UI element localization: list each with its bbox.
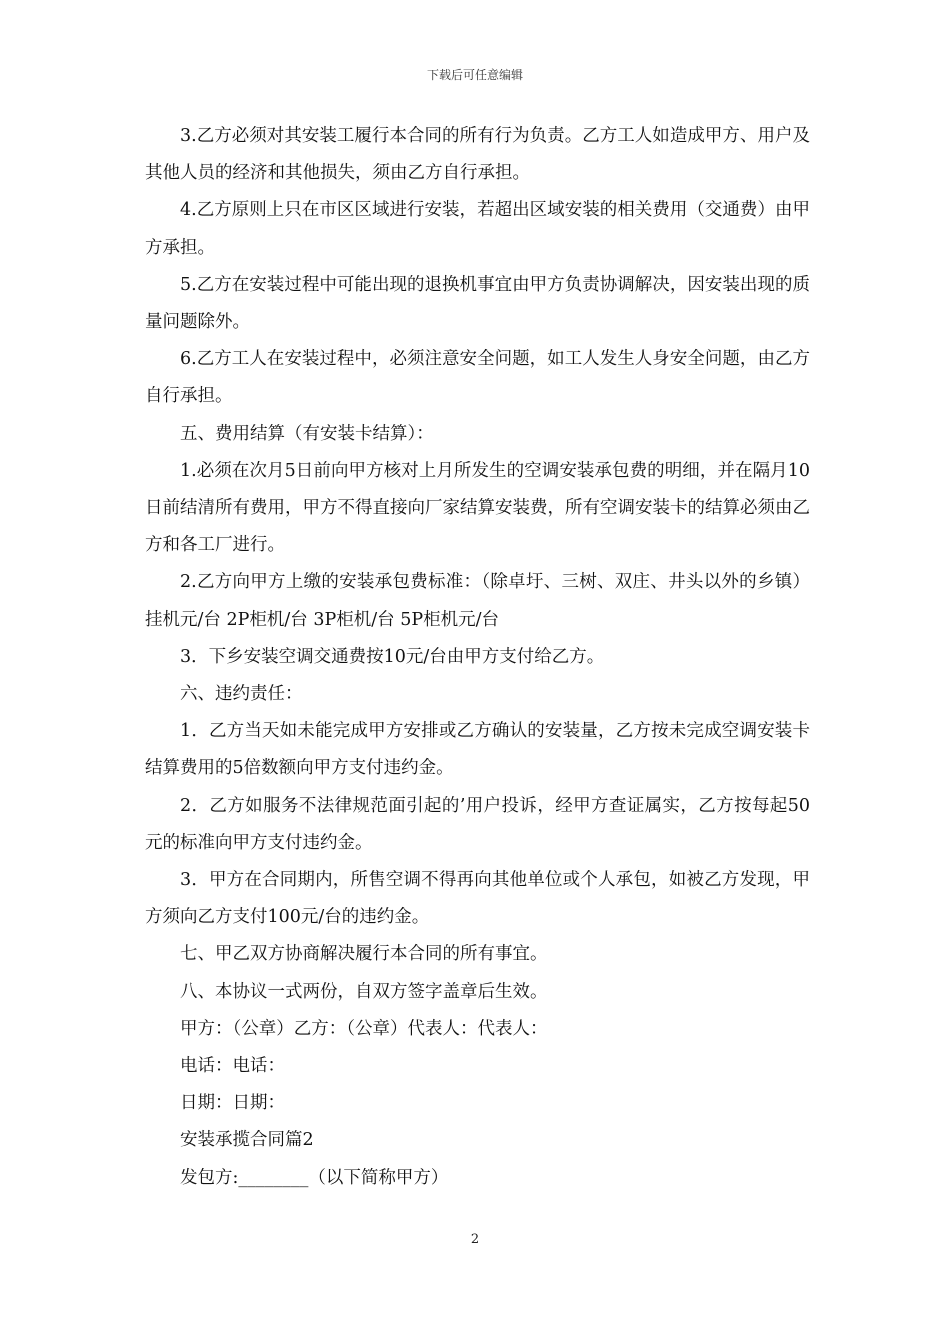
contract-title: 安装承揽合同篇2 xyxy=(180,1130,314,1151)
section-heading: 五、费用结算（有安装卡结算）： xyxy=(180,423,434,444)
section-heading: 八、本协议一式两份，自双方签字盖章后生效。 xyxy=(180,981,548,1002)
paragraph: 3．甲方在合同期内，所售空调不得再向其他单位或个人承包，如被乙方发现，甲方须向乙方支付100元/台的违约金。 xyxy=(145,870,810,928)
section-heading: 六、违约责任： xyxy=(180,684,303,705)
document-body xyxy=(145,118,810,1197)
paragraph: 1．乙方当天如未能完成甲方安排或乙方确认的安装量，乙方按未完成空调安装卡结算费用的5倍数额向甲方支付违约金。 xyxy=(145,721,810,779)
signature-line: 甲方：（公章）乙方：（公章）代表人：代表人： xyxy=(180,1018,548,1039)
section-heading: 七、甲乙双方协商解决履行本合同的所有事宜。 xyxy=(180,944,548,965)
date-line: 日期：日期： xyxy=(180,1093,285,1114)
paragraph: 2.乙方向甲方上缴的安装承包费标准：（除卓圩、三树、双庄、井头以外的乡镇）挂机元/台 2P柜机/台 3P柜机/台 5P柜机元/台 xyxy=(145,572,810,630)
paragraph: 5.乙方在安装过程中可能出现的退换机事宜由甲方负责协调解决，因安装出现的质量问题除外。 xyxy=(145,274,810,333)
paragraph: 3.乙方必须对其安装工履行本合同的所有行为负责。乙方工人如造成甲方、用户及其他人员的经济和其他损失，须由乙方自行承担。 xyxy=(145,126,810,184)
paragraph: 2．乙方如服务不法律规范面引起的’用户投诉，经甲方查证属实，乙方按每起50元的标准向甲方支付违约金。 xyxy=(145,795,810,853)
contractor-line: 发包方:________（以下简称甲方） xyxy=(180,1167,449,1188)
phone-line: 电话：电话： xyxy=(180,1056,285,1077)
paragraph: 6.乙方工人在安装过程中，必须注意安全问题，如工人发生人身安全问题，由乙方自行承担。 xyxy=(145,349,810,407)
paragraph: 4.乙方原则上只在市区区域进行安装，若超出区域安装的相关费用（交通费）由甲方承担。 xyxy=(145,200,810,258)
page-header: 下载后可任意编辑 xyxy=(426,68,523,82)
page-number: 2 xyxy=(470,1232,480,1247)
paragraph: 1.必须在次月5日前向甲方核对上月所发生的空调安装承包费的明细，并在隔月10日前结清所有费用，甲方不得直接向厂家结算安装费，所有空调安装卡的结算必须由乙方和各工厂进行。 xyxy=(145,460,810,556)
paragraph: 3．下乡安装空调交通费按10元/台由甲方支付给乙方。 xyxy=(180,646,605,667)
